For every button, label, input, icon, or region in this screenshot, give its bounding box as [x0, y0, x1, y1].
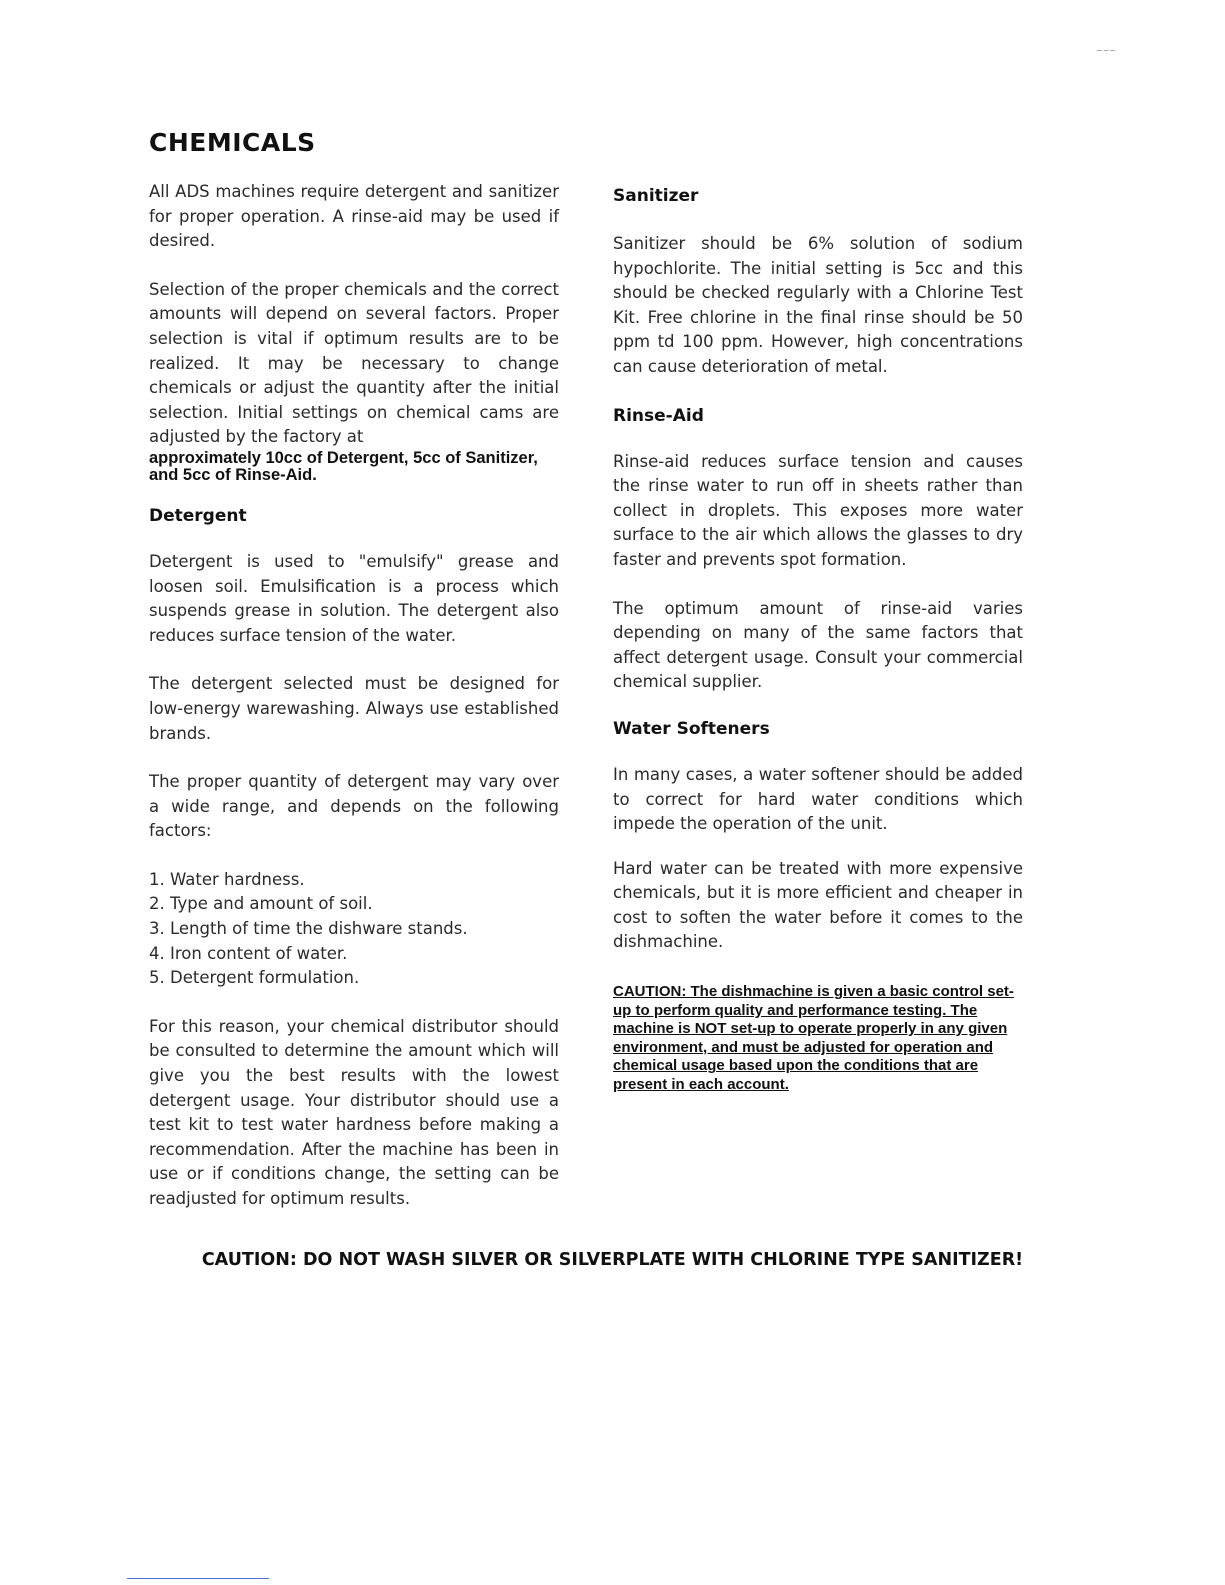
list-item: 5. Detergent formulation.	[149, 968, 360, 988]
page-corner-mark: ~~~	[1096, 46, 1117, 55]
list-item: 3. Length of time the dishware stands.	[149, 919, 468, 939]
rinse-aid-heading: Rinse-Aid	[613, 405, 704, 426]
page-title: CHEMICALS	[149, 128, 316, 157]
factors-list	[149, 868, 559, 991]
detergent-paragraph-3: The proper quantity of detergent may vary over a wide range, and depends on the following factors:	[149, 772, 559, 841]
water-softeners-heading: Water Softeners	[613, 718, 770, 739]
sanitizer-heading: Sanitizer	[613, 186, 699, 206]
bottom-rule	[127, 1578, 269, 1579]
left-column	[149, 180, 559, 1212]
water-softeners-paragraph-2: Hard water can be treated with more expensive chemicals, but it is more efficient and cheaper in cost to soften the water before it comes to the dishmachine.	[613, 858, 1023, 952]
right-column	[613, 180, 1023, 1095]
footer-caution: CAUTION: DO NOT WASH SILVER OR SILVERPLATE WITH CHLORINE TYPE SANITIZER!	[201, 1250, 1024, 1270]
detergent-heading: Detergent	[149, 505, 247, 526]
sanitizer-paragraph: Sanitizer should be 6% solution of sodium hypochlorite. The initial setting is 5cc and this should be checked regularly with a Chlorine Test Kit. Free chlorine in the final rinse should be 50 ppm td 100 ppm. However, high concentrations can cause deterioration of metal.	[613, 234, 1023, 376]
intro-paragraph: All ADS machines require detergent and sanitizer for proper operation. A rinse-aid may be used if desired.	[149, 182, 559, 251]
factory-settings-note: approximately 10cc of Detergent, 5cc of Sanitizer, and 5cc of Rinse-Aid.	[149, 448, 538, 484]
selection-paragraph: Selection of the proper chemicals and the correct amounts will depend on several factors. Proper selection is vital if optimum results are to be realized. It may be necessary to change chemicals or adjust the quantity after the initial selection. Initial settings on chemical cams are adjusted by the factory at	[149, 279, 559, 447]
detergent-paragraph-2: The detergent selected must be designed for low-energy warewashing. Always use established brands.	[149, 674, 559, 743]
list-item: 2. Type and amount of soil.	[149, 894, 373, 914]
caution-note: CAUTION: The dishmachine is given a basic control set-up to perform quality and performance testing. The machine is NOT set-up to operate properly in any given environment, and must be adjusted for operation and chemical usage based upon the conditions that are present in each account.	[613, 983, 1014, 1094]
water-softeners-paragraph-1: In many cases, a water softener should be added to correct for hard water conditions which impede the operation of the unit.	[613, 764, 1023, 834]
detergent-paragraph-1: Detergent is used to "emulsify" grease and loosen soil. Emulsification is a process which suspends grease in solution. The detergent also reduces surface tension of the water.	[149, 551, 559, 645]
detergent-paragraph-4: For this reason, your chemical distributor should be consulted to determine the amount which will give you the best results with the lowest detergent usage. Your distributor should use a test kit to test water hardness before making a recommendation. After the machine has been in use or if conditions change, the setting can be readjusted for optimum results.	[149, 1016, 559, 1208]
rinse-aid-paragraph-2: The optimum amount of rinse-aid varies depending on many of the same factors that affect detergent usage. Consult your commercial chemical supplier.	[613, 598, 1023, 692]
rinse-aid-paragraph-1: Rinse-aid reduces surface tension and causes the rinse water to run off in sheets rather than collect in droplets. This exposes more water surface to the air which allows the glasses to dry faster and prevents spot formation.	[613, 451, 1023, 569]
list-item: 4. Iron content of water.	[149, 943, 348, 963]
list-item: 1. Water hardness.	[149, 869, 305, 889]
